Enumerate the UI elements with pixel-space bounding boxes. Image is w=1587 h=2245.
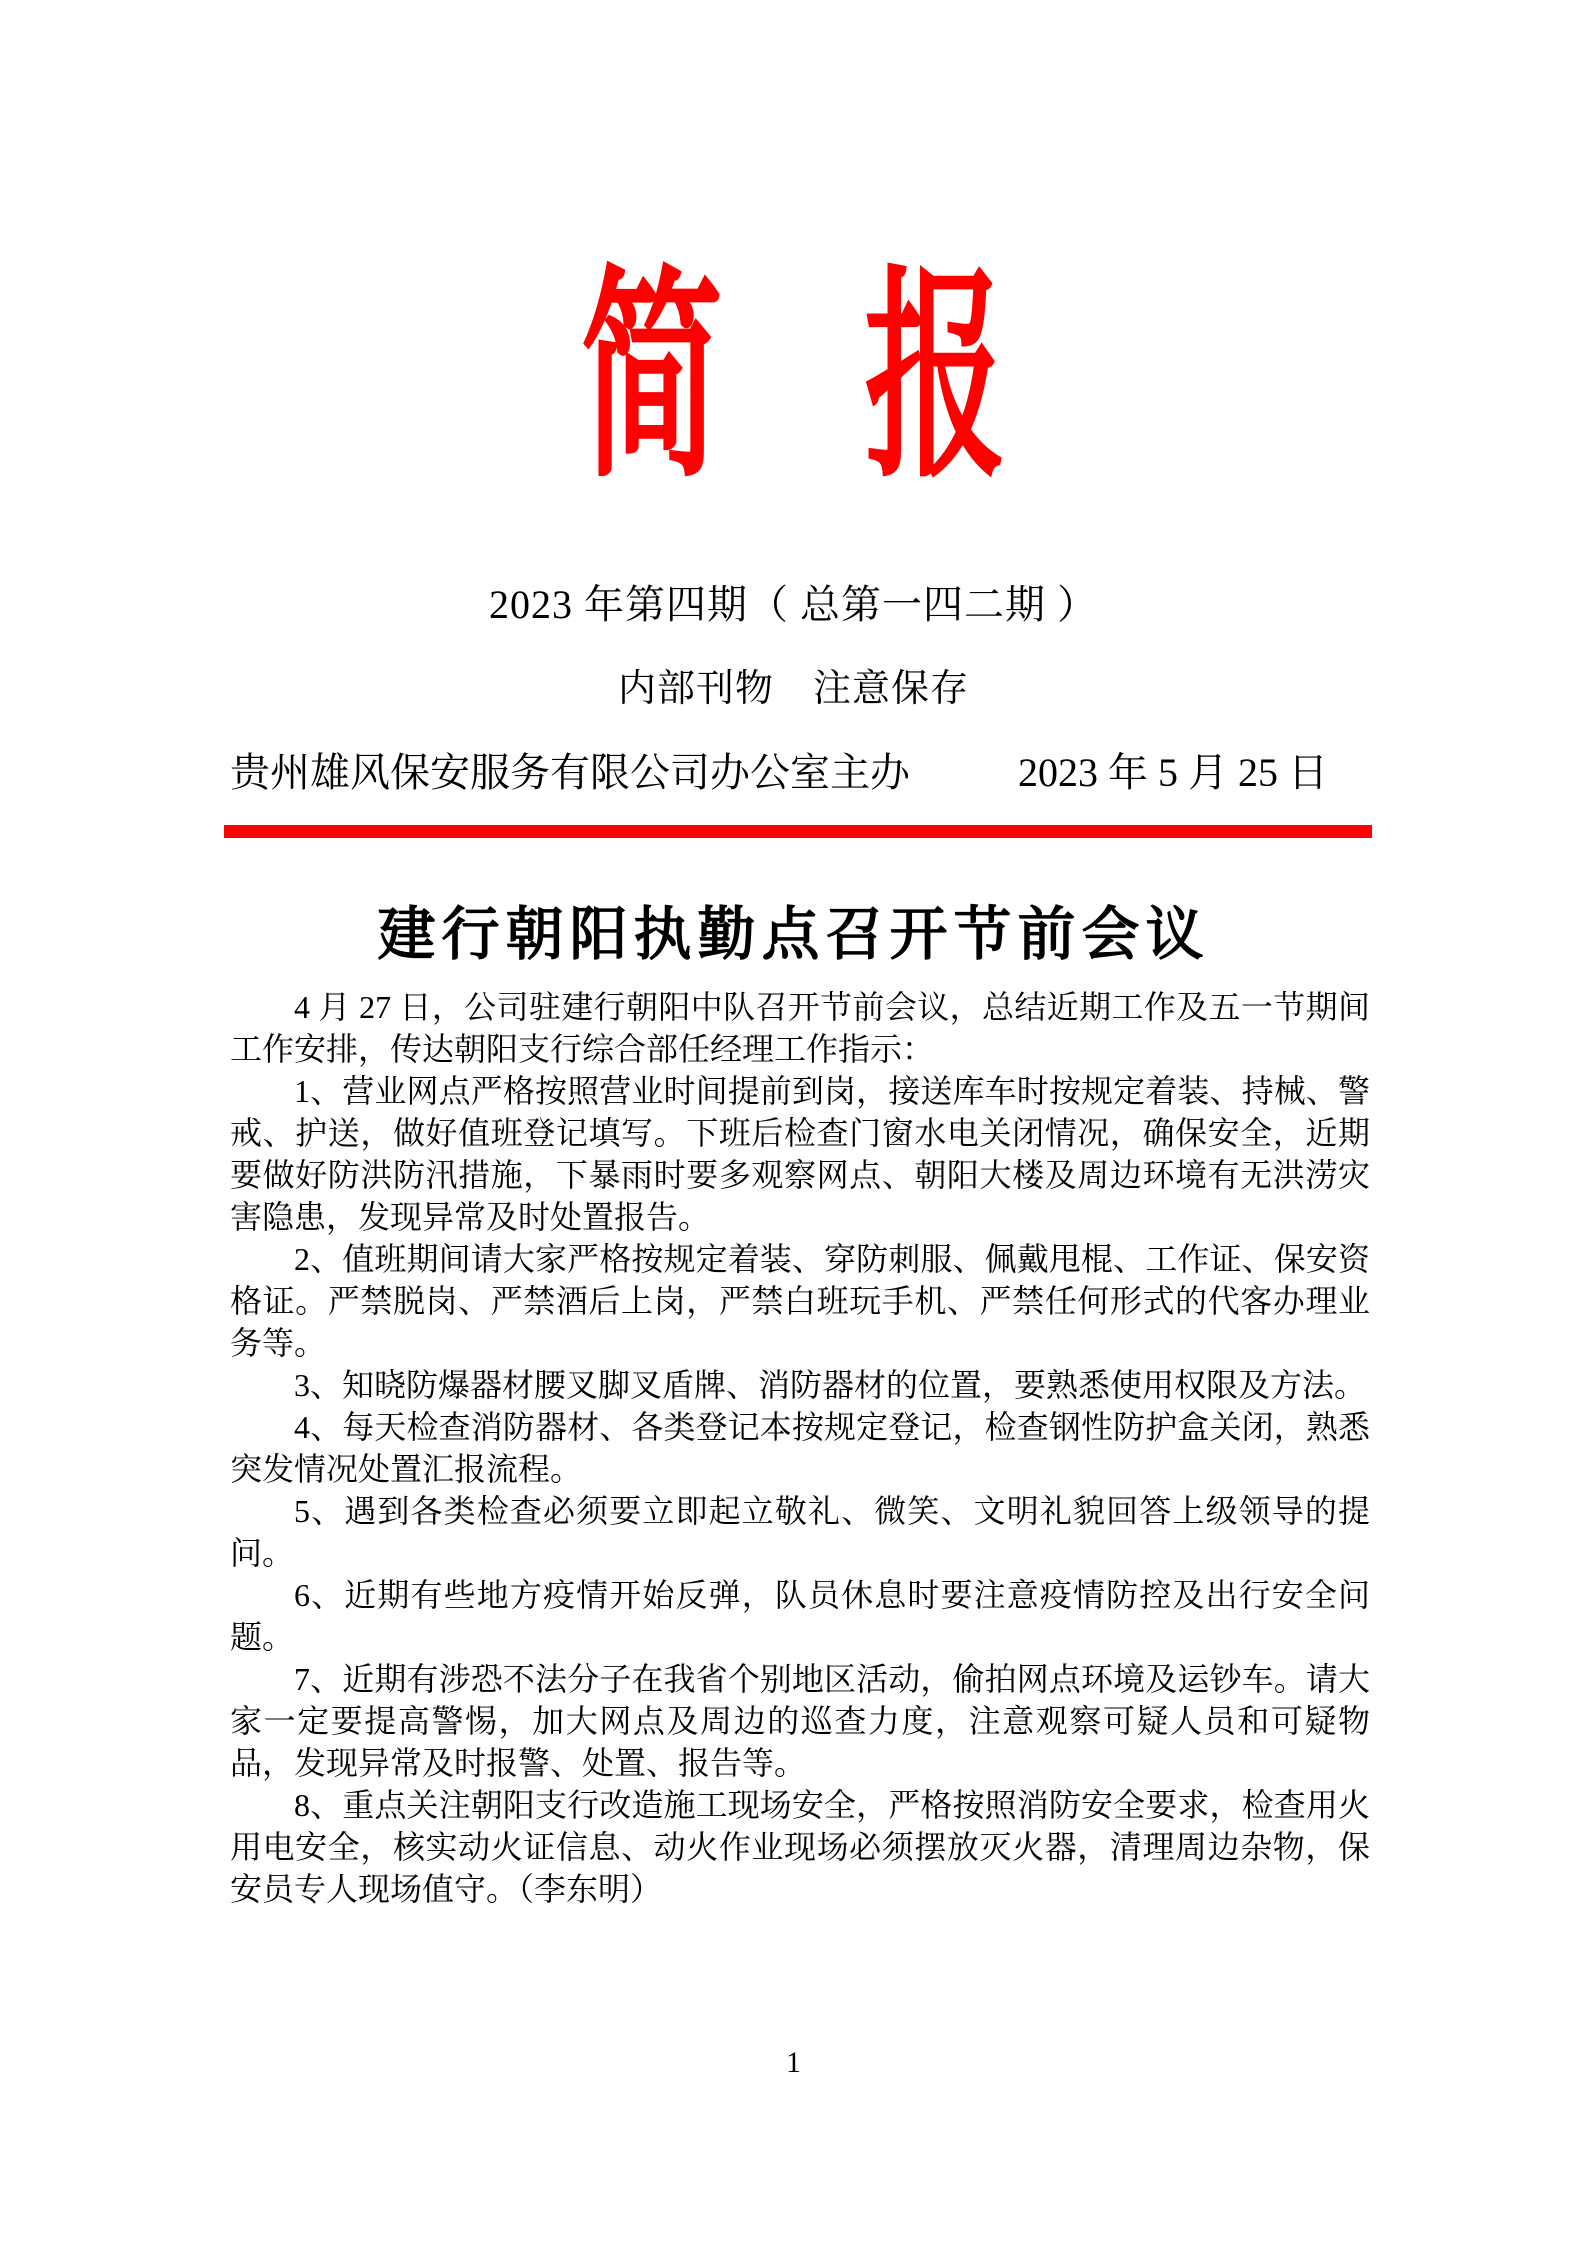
article-paragraph-6: 6、近期有些地方疫情开始反弹，队员休息时要注意疫情防控及出行安全问题。 [230,1577,1370,1655]
article-paragraph-4: 4、每天检查消防器材、各类登记本按规定登记，检查钢性防护盒关闭，熟悉突发情况处置汇报流程。 [230,1409,1370,1487]
article-paragraph-5: 5、遇到各类检查必须要立即起立敬礼、微笑、文明礼貌回答上级领导的提问。 [230,1493,1370,1571]
article-paragraph-8: 8、重点关注朝阳支行改造施工现场安全，严格按照消防安全要求，检查用火用电安全，核实动火证信息、动火作业现场必须摆放灭火器，清理周边杂物，保安员专人现场值守。（李东明） [230,1787,1370,1907]
publish-date: 2023 年 5 月 25 日 [1018,750,1328,795]
article-paragraph-2: 2、值班期间请大家严格按规定着装、穿防刺服、佩戴甩棍、工作证、保安资格证。严禁脱岗、严禁酒后上岗，严禁白班玩手机、严禁任何形式的代客办理业务等。 [230,1241,1370,1361]
issue-line: 2023 年第四期（ 总第一四二期 ） [489,582,1098,627]
publisher-row [230,750,1370,796]
page-number: 1 [786,2046,801,2079]
masthead-title: 简 报 [580,251,1007,503]
article-paragraph-3: 3、知晓防爆器材腰叉脚叉盾牌、消防器材的位置，要熟悉使用权限及方法。 [294,1367,1367,1403]
internal-publication-notice: 内部刊物 注意保存 [617,668,969,710]
publisher-name: 贵州雄风保安服务有限公司办公室主办 [230,750,910,795]
article-body [230,986,1370,1910]
article-title: 建行朝阳执勤点召开节前会议 [377,902,1210,967]
article-paragraph-1: 1、营业网点严格按照营业时间提前到岗，接送库车时按规定着装、持械、警戒、护送，做好值班登记填写。下班后检查门窗水电关闭情况，确保安全，近期要做好防洪防汛措施，下暴雨时要多观察网点、朝阳大楼及周边环境有无洪涝灾害隐患，发现异常及时处置报告。 [230,1073,1370,1235]
article-paragraph-7: 7、近期有涉恐不法分子在我省个别地区活动，偷拍网点环境及运钞车。请大家一定要提高警惕，加大网点及周边的巡查力度，注意观察可疑人员和可疑物品，发现异常及时报警、处置、报告等。 [230,1661,1370,1781]
article-paragraph-intro: 4 月 27 日，公司驻建行朝阳中队召开节前会议，总结近期工作及五一节期间工作安排，传达朝阳支行综合部任经理工作指示： [230,989,1370,1067]
red-divider-rule [224,825,1372,838]
